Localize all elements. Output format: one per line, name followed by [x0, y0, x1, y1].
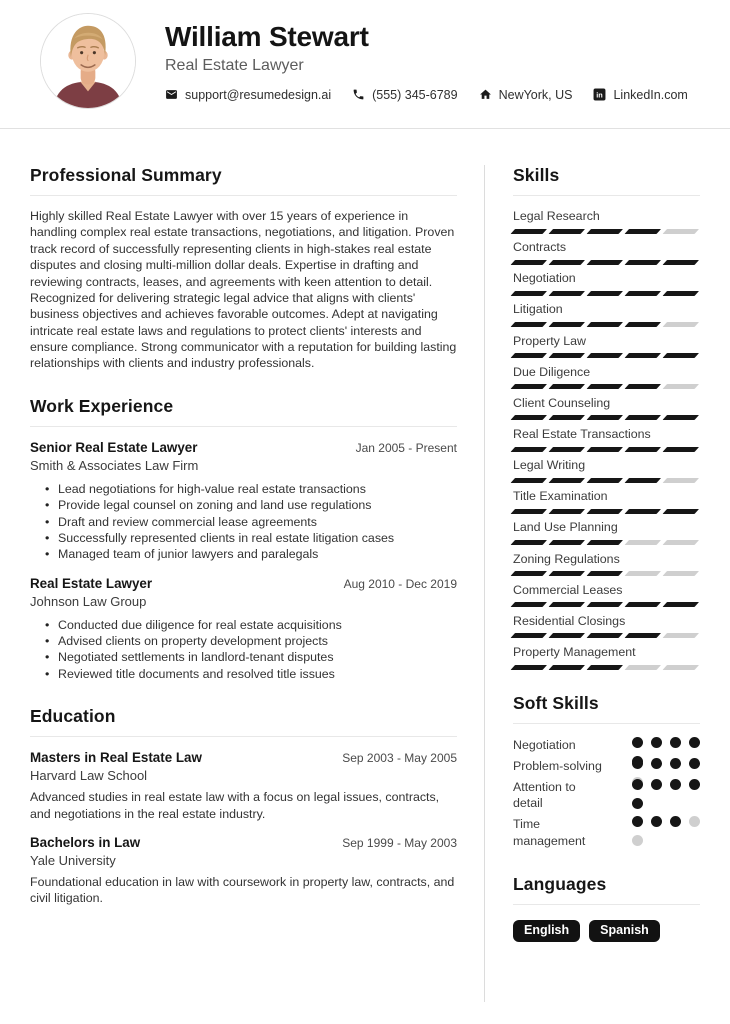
skill-segment-empty [663, 384, 699, 389]
rating-dot-filled [651, 737, 662, 748]
skill-level-bar [513, 384, 700, 389]
summary-heading: Professional Summary [30, 165, 457, 196]
skill-segment-empty [663, 665, 699, 670]
skill-segment-filled [663, 353, 699, 358]
skill-segment-filled [587, 260, 623, 265]
skill-segment-empty [663, 540, 699, 545]
skill-level-bar [513, 229, 700, 234]
skill-name: Property Management [513, 644, 636, 659]
job-list [30, 440, 457, 682]
skill-segment-filled [549, 571, 585, 576]
skill-segment-filled [549, 229, 585, 234]
skill-segment-filled [587, 633, 623, 638]
section-languages [513, 874, 700, 943]
skill-list [513, 210, 700, 669]
job-company: Johnson Law Group [30, 593, 147, 609]
skill-segment-filled [663, 602, 699, 607]
skill-segment-filled [549, 478, 585, 483]
job-bullet: • Provide legal counsel on zoning and land use regulations [45, 497, 457, 513]
skill-level-bar [513, 291, 700, 296]
job-title: Real Estate Lawyer [30, 575, 153, 591]
skill-segment-filled [549, 540, 585, 545]
soft-skill-dots [632, 758, 700, 770]
home-icon [479, 88, 492, 101]
rating-dot-filled [632, 737, 643, 748]
contact-location [479, 88, 573, 102]
main-column [30, 165, 457, 1024]
education-degree: Masters in Real Estate Law [30, 750, 202, 766]
rating-dot-filled [689, 758, 700, 769]
skill-segment-filled [511, 322, 547, 327]
skill-segment-filled [511, 353, 547, 358]
skill-segment-filled [587, 229, 623, 234]
skill-name: Title Examination [513, 489, 608, 504]
skill-segment-filled [625, 478, 661, 483]
job-bullet-list [30, 617, 457, 683]
skill-level-bar [513, 602, 700, 607]
skill-name: Contracts [513, 240, 567, 255]
job-bullet: • Reviewed title documents and resolved title issues [45, 666, 457, 682]
skill-level-bar [513, 447, 700, 452]
profile-photo [40, 13, 136, 109]
skill-segment-empty [663, 229, 699, 234]
soft-skill-name: Time management [513, 817, 586, 848]
summary-text: Highly skilled Real Estate Lawyer with over 15 years of experience in handling complex real estate transactions, negotiations, and litigation. Proven track record of successfully representing clients in high-stakes real estate disputes and closing multi-million dollar deals. Expertise in drafting and reviewing contracts, leases, and agreements with keen attention to detail. Recognized for delivering strategic legal advice that aligns with clients' business objectives and achieves favorable outcomes. Adept at navigating intricate real estate laws and regulations to protect clients' interests and ensure compliance. Strong communicator with a reputation for building lasting relationships with clients and industry professionals. [30, 209, 457, 371]
soft-skill-name: Problem-solving [513, 758, 602, 773]
skill-segment-filled [625, 415, 661, 420]
skill-level-bar [513, 571, 700, 576]
skill-segment-filled [549, 322, 585, 327]
skill-segment-filled [549, 353, 585, 358]
skill-segment-filled [511, 633, 547, 638]
soft-skill-item [513, 816, 700, 849]
section-skills [513, 165, 700, 669]
skill-name: Property Law [513, 333, 587, 348]
job-entry [30, 440, 457, 563]
education-school: Harvard Law School [30, 768, 148, 784]
job-entry [30, 576, 457, 683]
soft-skill-name: Attention to detail [513, 779, 576, 811]
skill-segment-filled [549, 260, 585, 265]
skill-segment-empty [625, 665, 661, 670]
rating-dot-empty [632, 835, 643, 846]
education-head [30, 750, 457, 765]
contact-row [165, 88, 688, 102]
rating-dot-filled [670, 779, 681, 790]
job-bullet: • Managed team of junior lawyers and paralegals [45, 546, 457, 562]
soft-skill-name: Negotiation [513, 738, 576, 753]
skill-segment-filled [511, 229, 547, 234]
skill-segment-filled [625, 384, 661, 389]
skill-segment-filled [549, 509, 585, 514]
rating-dot-filled [651, 816, 662, 827]
skill-segment-filled [663, 447, 699, 452]
skill-level-bar [513, 478, 700, 483]
skill-segment-filled [625, 353, 661, 358]
job-bullet-list [30, 481, 457, 563]
contact-email [165, 88, 331, 102]
skill-item [513, 303, 700, 326]
contact-location-text: NewYork, US [498, 87, 573, 102]
skill-segment-filled [549, 384, 585, 389]
skill-segment-filled [587, 509, 623, 514]
skill-segment-filled [549, 665, 585, 670]
job-bullet: • Successfully represented clients in real estate litigation cases [45, 530, 457, 546]
skill-level-bar [513, 322, 700, 327]
skill-name: Legal Research [513, 209, 600, 223]
education-degree: Bachelors in Law [30, 834, 141, 850]
skill-segment-filled [625, 633, 661, 638]
skill-segment-filled [511, 540, 547, 545]
rating-dot-filled [670, 816, 681, 827]
skill-name: Land Use Planning [513, 520, 618, 535]
skill-level-bar [513, 633, 700, 638]
skill-level-bar [513, 509, 700, 514]
profile-photo-illustration [41, 14, 135, 108]
skill-level-bar [513, 415, 700, 420]
skill-segment-filled [587, 415, 623, 420]
skill-segment-filled [549, 447, 585, 452]
section-professional-summary [30, 165, 457, 372]
skill-level-bar [513, 665, 700, 670]
skill-segment-filled [511, 602, 547, 607]
job-bullet: • Advised clients on property development projects [45, 633, 457, 649]
skill-item [513, 335, 700, 358]
skill-segment-empty [663, 633, 699, 638]
skill-segment-filled [511, 665, 547, 670]
skill-segment-empty [663, 571, 699, 576]
rating-dot-filled [632, 758, 643, 769]
skill-segment-filled [511, 291, 547, 296]
job-bullet: • Conducted due diligence for real estate acquisitions [45, 617, 457, 633]
skill-item [513, 584, 700, 607]
contact-phone [352, 88, 457, 102]
skill-segment-filled [663, 291, 699, 296]
skill-segment-filled [587, 665, 623, 670]
person-name: William Stewart [165, 21, 369, 52]
education-description: Advanced studies in real estate law with a focus on legal issues, contracts, and negotiations in the real estate industry. [30, 790, 440, 821]
header-identity [165, 13, 688, 102]
rating-dot-filled [689, 737, 700, 748]
skill-name: Zoning Regulations [513, 551, 620, 566]
soft-skill-dots [632, 779, 700, 791]
education-description: Foundational education in law with coursework in property law, contracts, and civil litigation. [30, 874, 455, 906]
skill-level-bar [513, 260, 700, 265]
soft-skill-dots [632, 816, 700, 828]
skill-level-bar [513, 540, 700, 545]
education-dates: Sep 1999 - May 2003 [342, 835, 457, 850]
skill-segment-filled [663, 260, 699, 265]
skill-segment-filled [663, 415, 699, 420]
rating-dot-filled [670, 758, 681, 769]
skill-segment-filled [511, 260, 547, 265]
skill-segment-filled [587, 322, 623, 327]
resume-header [0, 0, 730, 129]
person-job-title: Real Estate Lawyer [165, 56, 304, 74]
skill-item [513, 428, 700, 451]
skill-segment-empty [625, 571, 661, 576]
job-bullet: • Lead negotiations for high-value real estate transactions [45, 481, 457, 497]
skill-segment-filled [625, 447, 661, 452]
skill-segment-filled [511, 571, 547, 576]
skill-segment-filled [511, 509, 547, 514]
education-school: Yale University [30, 852, 116, 868]
education-entry [30, 750, 457, 822]
skill-segment-empty [663, 322, 699, 327]
soft-skill-item [513, 779, 700, 812]
skill-item [513, 490, 700, 513]
skill-segment-empty [663, 478, 699, 483]
section-soft-skills [513, 693, 700, 849]
skill-segment-filled [625, 229, 661, 234]
rating-dot-filled [651, 779, 662, 790]
job-bullet: • Draft and review commercial lease agreements [45, 514, 457, 530]
soft-skill-item [513, 758, 700, 775]
language-badge: English [513, 920, 580, 943]
skill-segment-filled [549, 633, 585, 638]
skill-name: Legal Writing [513, 458, 586, 473]
skill-item [513, 272, 700, 295]
job-title: Senior Real Estate Lawyer [30, 439, 198, 455]
soft-skill-dots [632, 737, 700, 749]
sidebar-column [485, 165, 700, 1024]
skill-name: Litigation [513, 302, 563, 317]
experience-heading: Work Experience [30, 396, 457, 427]
job-dates: Jan 2005 - Present [355, 440, 457, 455]
skill-name: Commercial Leases [513, 582, 623, 597]
skill-segment-filled [625, 509, 661, 514]
skill-segment-filled [625, 322, 661, 327]
skill-segment-filled [587, 602, 623, 607]
skill-item [513, 241, 700, 264]
soft-skills-heading: Soft Skills [513, 693, 700, 724]
skill-item [513, 366, 700, 389]
rating-dot-filled [689, 779, 700, 790]
language-badge: Spanish [589, 920, 660, 943]
education-heading: Education [30, 706, 457, 737]
skills-heading: Skills [513, 165, 700, 196]
svg-text:in: in [596, 90, 604, 100]
phone-icon [352, 88, 365, 101]
skill-item [513, 397, 700, 420]
resume-body [0, 129, 730, 1024]
section-education [30, 706, 457, 907]
skill-segment-filled [549, 602, 585, 607]
languages-heading: Languages [513, 874, 700, 905]
language-list [513, 920, 700, 943]
skill-segment-empty [625, 540, 661, 545]
skill-segment-filled [511, 384, 547, 389]
contact-email-text: support@resumedesign.ai [185, 87, 332, 102]
skill-name: Due Diligence [513, 364, 591, 379]
job-company: Smith & Associates Law Firm [30, 457, 199, 473]
skill-item [513, 615, 700, 638]
skill-item [513, 521, 700, 544]
job-head [30, 440, 457, 455]
skill-segment-filled [511, 447, 547, 452]
rating-dot-filled [651, 758, 662, 769]
skill-name: Negotiation [513, 271, 576, 286]
skill-item [513, 210, 700, 233]
skill-segment-filled [549, 291, 585, 296]
education-list [30, 750, 457, 907]
skill-name: Real Estate Transactions [513, 426, 651, 441]
linkedin-icon [593, 88, 606, 101]
education-entry [30, 835, 457, 907]
skill-segment-filled [587, 540, 623, 545]
rating-dot-filled [632, 798, 643, 809]
contact-linkedin-text: LinkedIn.com [613, 87, 688, 102]
rating-dot-empty [689, 816, 700, 827]
skill-item [513, 459, 700, 482]
skill-item [513, 646, 700, 669]
soft-skill-list [513, 737, 700, 849]
skill-segment-filled [549, 415, 585, 420]
skill-segment-filled [587, 384, 623, 389]
education-dates: Sep 2003 - May 2005 [342, 751, 457, 766]
rating-dot-filled [632, 779, 643, 790]
skill-level-bar [513, 353, 700, 358]
skill-item [513, 553, 700, 576]
soft-skill-item [513, 737, 700, 754]
skill-segment-filled [511, 478, 547, 483]
job-dates: Aug 2010 - Dec 2019 [343, 576, 457, 591]
section-work-experience [30, 396, 457, 682]
rating-dot-filled [670, 737, 681, 748]
skill-segment-filled [587, 353, 623, 358]
job-head [30, 576, 457, 591]
job-bullet: • Negotiated settlements in landlord-tenant disputes [45, 649, 457, 665]
skill-segment-filled [587, 571, 623, 576]
email-icon [165, 88, 178, 101]
skill-segment-filled [587, 447, 623, 452]
skill-segment-filled [625, 260, 661, 265]
skill-name: Client Counseling [513, 395, 611, 410]
contact-linkedin [593, 88, 687, 102]
skill-name: Residential Closings [513, 613, 626, 628]
skill-segment-filled [625, 291, 661, 296]
education-head [30, 835, 457, 850]
skill-segment-filled [587, 291, 623, 296]
skill-segment-filled [511, 415, 547, 420]
skill-segment-filled [587, 478, 623, 483]
contact-phone-text: (555) 345-6789 [372, 87, 458, 102]
skill-segment-filled [663, 509, 699, 514]
rating-dot-filled [632, 816, 643, 827]
skill-segment-filled [625, 602, 661, 607]
